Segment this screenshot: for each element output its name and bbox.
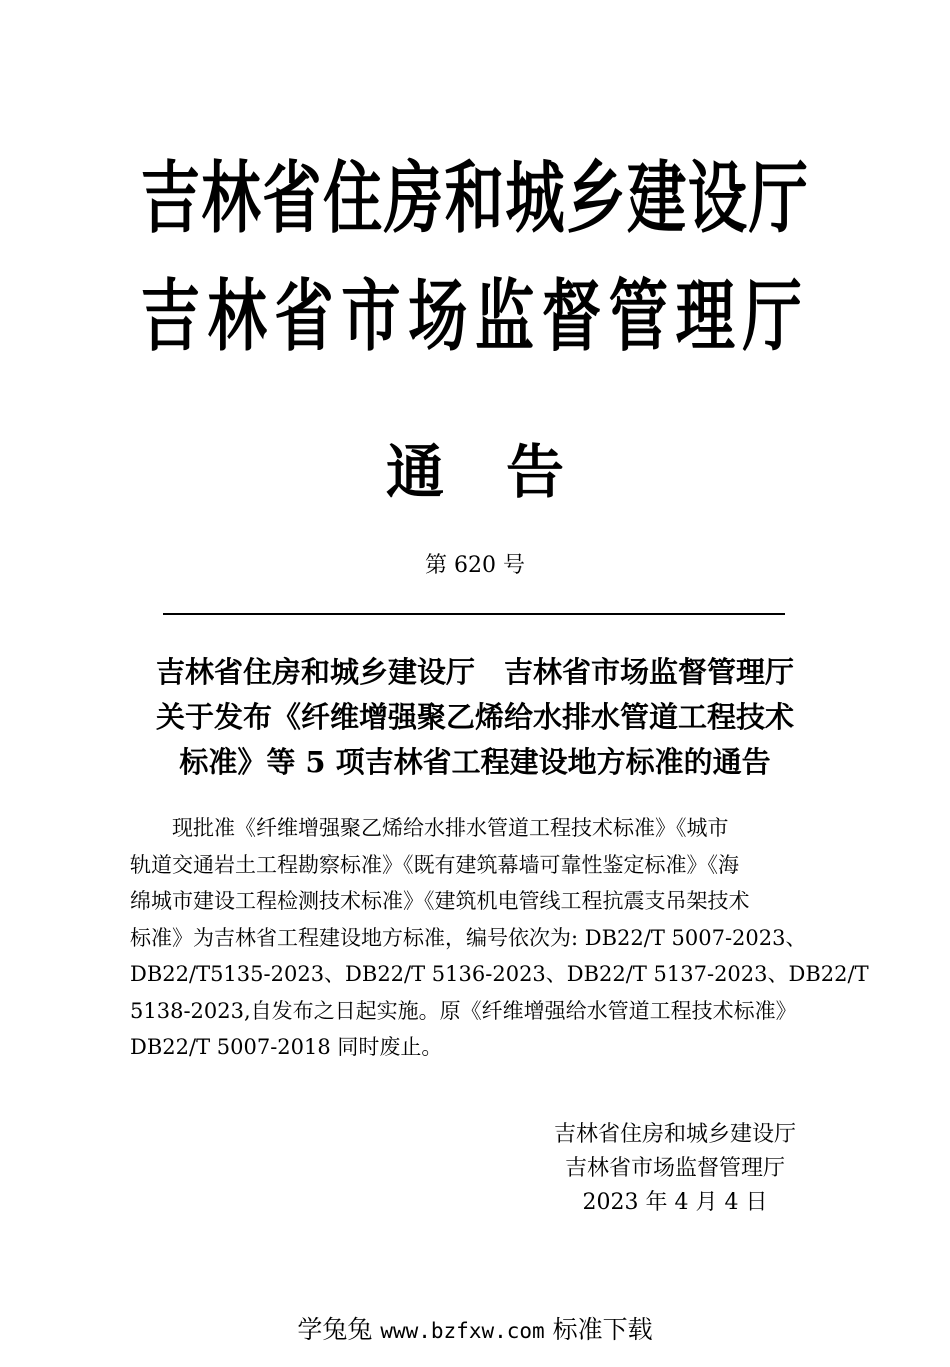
body-line: 现批准《纤维增强聚乙烯给水排水管道工程技术标准》《城市 <box>130 816 729 840</box>
body-line: 轨道交通岩土工程勘察标准》《既有建筑幕墙可靠性鉴定标准》《海 <box>130 852 739 877</box>
document-type-heading: 通告 <box>385 438 626 506</box>
body-line: 5138-2023,自发布之日起实施。原《纤维增强给水管道工程技术标准》 <box>130 998 797 1023</box>
issuer-name-market: 吉林省市场监督管理厅 <box>140 272 810 362</box>
body-line: DB22/T 5007-2018 同时废止。 <box>130 1035 443 1059</box>
notice-title <box>125 650 825 785</box>
body-line: 标准》为吉林省工程建设地方标准，编号依次为: DB22/T 5007-2023、 <box>130 925 807 950</box>
signature-date: 2023 年 4 月 4 日 <box>582 1190 768 1215</box>
notice-title-line: 标准》等 5 项吉林省工程建设地方标准的通告 <box>179 745 771 779</box>
body-line: DB22/T5135-2023、DB22/T 5136-2023、DB22/T 5137-2023、DB22/T <box>130 962 869 986</box>
notice-title-line: 关于发布《纤维增强聚乙烯给水排水管道工程技术 <box>155 700 794 734</box>
notice-body <box>130 810 869 1066</box>
signature-org-market: 吉林省市场监督管理厅 <box>564 1156 785 1181</box>
body-line: 绵城市建设工程检测技术标准》《建筑机电管线工程抗震支吊架技术 <box>130 889 750 913</box>
footer-brand: 学兔兔 <box>297 1315 373 1344</box>
signature-org-housing: 吉林省住房和城乡建设厅 <box>553 1122 796 1147</box>
notice-title-line: 吉林省住房和城乡建设厅 吉林省市场监督管理厅 <box>155 655 794 689</box>
document-number: 第 620 号 <box>425 553 525 578</box>
footer-tagline: 标准下载 <box>552 1315 653 1344</box>
signature-block <box>530 1118 820 1220</box>
footer-url[interactable]: www.bzfxw.com <box>380 1319 545 1343</box>
header-divider <box>163 613 785 615</box>
issuer-name-housing: 吉林省住房和城乡建设厅 <box>140 154 810 244</box>
watermark-footer <box>0 1310 950 1346</box>
